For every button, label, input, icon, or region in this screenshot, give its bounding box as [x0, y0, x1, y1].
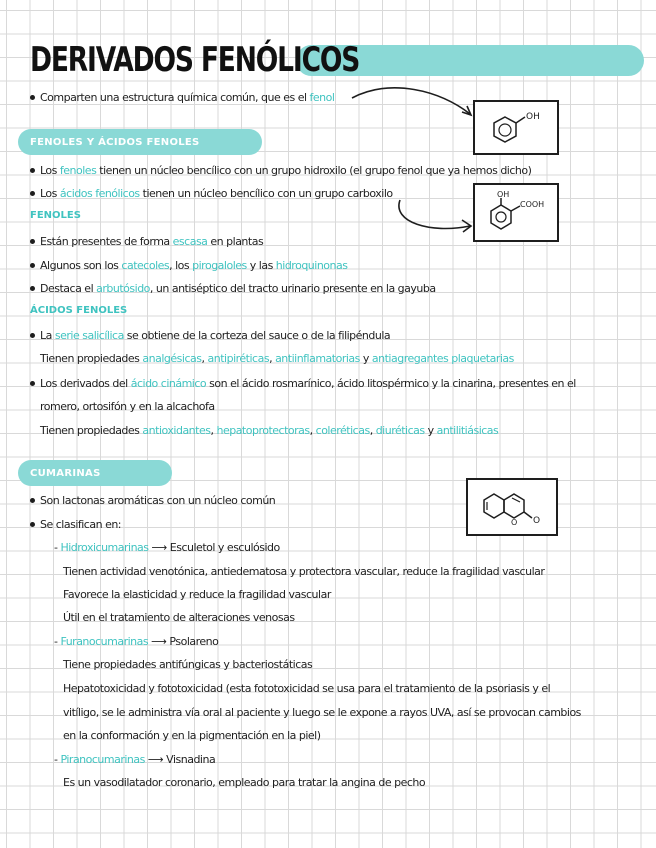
acid-cooh-label: COOH: [520, 200, 545, 209]
cumarina-o1-label: O: [511, 518, 518, 527]
acid-oh-label: OH: [497, 190, 510, 199]
fenol-oh-label: OH: [526, 112, 540, 122]
arrow-to-acid: [399, 200, 470, 228]
fenoles-line-3: [40, 282, 436, 296]
page-title: DERIVADOS FENÓLICOS: [30, 40, 360, 80]
dash: -: [54, 541, 61, 554]
bullet: [30, 239, 35, 244]
cumarina-structure: [468, 480, 556, 534]
section-label-fenoles-acidos: FENOLES Y ÁCIDOS FENOLES: [30, 137, 200, 148]
text: Los: [40, 164, 60, 177]
highlight: coleréticas: [315, 424, 370, 437]
highlight: antiinflamatorias: [275, 352, 360, 365]
furano-desc-2: Hepatotoxicidad y fototoxicidad (esta fototoxicidad se usa para el tratamiento de la psoriasis y el: [63, 682, 551, 695]
highlight: ácidos fenólicos: [59, 187, 140, 200]
pirano-name: Piranocumarinas: [60, 753, 145, 766]
text: Los: [40, 187, 60, 200]
dash: -: [54, 635, 61, 648]
fenoles-line-2: [40, 259, 347, 273]
bullet: [30, 263, 35, 268]
text: Tienen propiedades: [40, 352, 143, 365]
pirano-desc-1: Es un vasodilatador coronario, empleado para tratar la angina de pecho: [63, 776, 426, 789]
fa-line-2: [40, 187, 393, 201]
bullet: [30, 168, 35, 173]
arrow-right-icon: ⟶: [151, 635, 170, 648]
bullet: [30, 191, 35, 196]
furano-heading: [54, 635, 218, 649]
text: Algunos son los: [40, 259, 122, 272]
highlight: antilitiásicas: [436, 424, 499, 437]
highlight: antiagregantes plaquetarias: [371, 352, 514, 365]
pirano-heading: [54, 753, 215, 767]
highlight: hepatoprotectoras: [216, 424, 310, 437]
arrow-right-icon: ⟶: [147, 753, 167, 766]
fa-line-1: [40, 164, 531, 178]
hidroxi-desc-3: Útil en el tratamiento de alteraciones venosas: [63, 611, 295, 624]
cumarinas-line-2: Se clasifican en:: [40, 518, 122, 531]
bullet: [30, 333, 35, 338]
cumarina-o2-label: O: [533, 516, 541, 526]
text: en plantas: [207, 235, 264, 248]
arrow-right-icon: ⟶: [151, 541, 170, 554]
bullet: [30, 498, 35, 503]
acid-structure-box: [473, 183, 559, 242]
highlight: antioxidantes: [142, 424, 211, 437]
text: y: [424, 424, 437, 437]
subheading-acidos: ÁCIDOS FENOLES: [30, 305, 128, 316]
intro-highlight: fenol: [309, 91, 335, 104]
hidroxi-heading: [54, 541, 280, 555]
cumarinas-line-1: Son lactonas aromáticas con un núcleo común: [40, 494, 276, 507]
furano-example: Psolareno: [169, 635, 219, 648]
text: ,: [201, 352, 208, 365]
highlight: arbutósido: [96, 282, 150, 295]
dash: -: [54, 753, 61, 766]
highlight: ácido cinámico: [130, 377, 207, 390]
text: , los: [169, 259, 193, 272]
cumarina-structure-box: [466, 478, 558, 536]
furano-desc-1: Tiene propiedades antifúngicas y bacteriostáticas: [63, 658, 313, 671]
text: ,: [210, 424, 217, 437]
subheading-fenoles: FENOLES: [30, 210, 81, 221]
acidos-line-1: [40, 329, 390, 343]
bullet: [30, 286, 35, 291]
highlight: diuréticas: [375, 424, 425, 437]
text: ,: [369, 424, 376, 437]
text: Tienen propiedades: [40, 424, 143, 437]
text: y: [359, 352, 372, 365]
highlight: pirogaloles: [192, 259, 247, 272]
text: La: [40, 329, 55, 342]
section-label-cumarinas: CUMARINAS: [30, 468, 101, 479]
text: tienen un núcleo bencílico con un grupo hidroxilo (el grupo fenol que ya hemos dicho): [96, 164, 532, 177]
acidos-line-2: [40, 352, 514, 366]
bullet: [30, 381, 35, 386]
hidroxi-desc-1: Tienen actividad venotónica, antiedematosa y protectora vascular, reduce la fragilidad vascular: [63, 565, 545, 578]
furano-desc-3: vitíligo, se le administra vía oral al paciente y luego se le expone a rayos UVA, así se provocan cambios: [63, 706, 581, 719]
acidos-line-5: [40, 424, 498, 438]
highlight: antipiréticas: [207, 352, 270, 365]
highlight: analgésicas: [142, 352, 202, 365]
hidroxi-desc-2: Favorece la elasticidad y reduce la fragilidad vascular: [63, 588, 331, 601]
text: y las: [246, 259, 276, 272]
arrow-to-fenol: [352, 88, 470, 114]
highlight: catecoles: [121, 259, 170, 272]
text: ,: [269, 352, 276, 365]
text: ,: [309, 424, 316, 437]
text: tienen un núcleo bencílico con un grupo carboxilo: [139, 187, 393, 200]
highlight: hidroquinonas: [275, 259, 348, 272]
text: son el ácido rosmarínico, ácido litospérmico y la cinarina, presentes en el: [206, 377, 576, 390]
bullet: [30, 522, 35, 527]
intro-text: Comparten una estructura química común, que es el: [40, 91, 310, 104]
acid-structure: [475, 185, 557, 240]
fenoles-line-1: [40, 235, 263, 249]
text: Destaca el: [40, 282, 97, 295]
acidos-line-4: romero, ortosifón y en la alcachofa: [40, 400, 215, 413]
furano-name: Furanocumarinas: [60, 635, 149, 648]
pirano-example: Visnadina: [166, 753, 216, 766]
highlight: fenoles: [59, 164, 97, 177]
furano-desc-4: en la conformación y en la pigmentación en la piel): [63, 729, 321, 742]
hidroxi-name: Hidroxicumarinas: [60, 541, 149, 554]
text: Están presentes de forma: [40, 235, 173, 248]
hidroxi-example: Esculetol y esculósido: [169, 541, 280, 554]
fenol-structure-box: [473, 100, 559, 155]
acidos-line-3: [40, 377, 576, 391]
highlight: serie salicílica: [54, 329, 124, 342]
highlight: escasa: [172, 235, 208, 248]
text: Los derivados del: [40, 377, 131, 390]
text: , un antiséptico del tracto urinario presente en la gayuba: [149, 282, 436, 295]
fenol-structure: [475, 102, 557, 153]
text: se obtiene de la corteza del sauce o de la filipéndula: [123, 329, 391, 342]
